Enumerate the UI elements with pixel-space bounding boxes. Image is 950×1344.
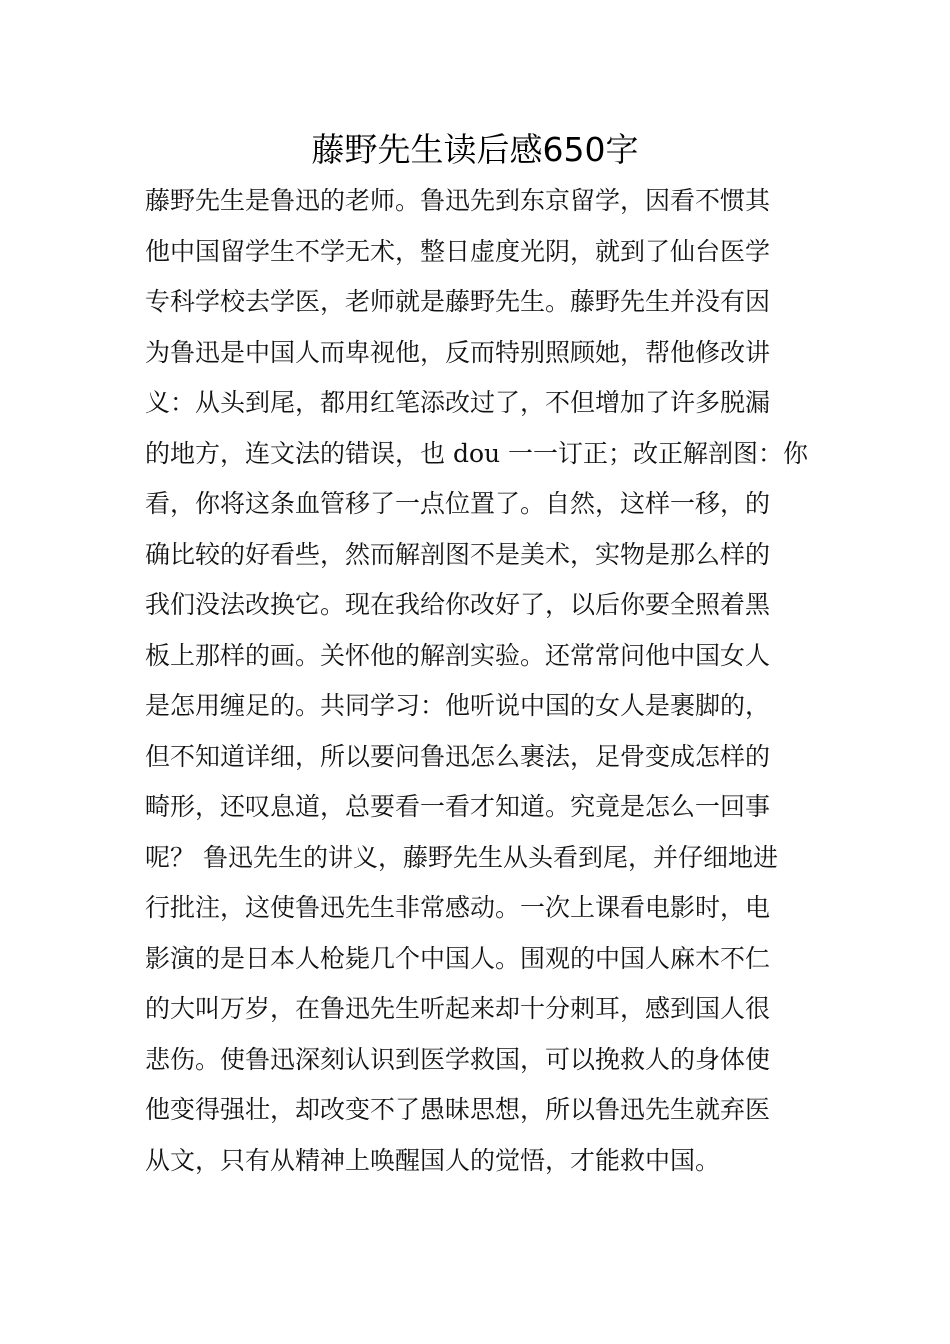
- body-line: 他变得强壮，却改变不了愚昧思想，所以鲁迅先生就弃医: [145, 1095, 771, 1124]
- body-line: 我们没法改换它。现在我给你改好了，以后你要全照着黑: [145, 590, 771, 619]
- document-body: [145, 176, 815, 1186]
- body-line: 板上那样的画。关怀他的解剖实验。还常常问他中国女人: [145, 640, 771, 670]
- body-line: 的地方，连文法的错误，也 dou 一一订正；改正解剖图：你: [145, 438, 809, 468]
- body-line: 他中国留学生不学无术，整日虚度光阴，就到了仙台医学: [145, 236, 771, 266]
- body-line: 为鲁迅是中国人而卑视他，反而特别照顾她，帮他修改讲: [145, 337, 771, 367]
- body-line: 看，你将这条血管移了一点位置了。自然，这样一移，的: [145, 489, 771, 518]
- body-line: 专科学校去学医，老师就是藤野先生。藤野先生并没有因: [145, 287, 771, 316]
- body-line: 从文，只有从精神上唤醒国人的觉悟，才能救中国。: [145, 1145, 721, 1175]
- body-line: 呢？ 鲁迅先生的讲义，藤野先生从头看到尾，并仔细地进: [145, 842, 778, 872]
- body-line: 藤野先生是鲁迅的老师。鲁迅先到东京留学，因看不惯其: [145, 186, 771, 215]
- body-line: 是怎用缠足的。共同学习：他听说中国的女人是裹脚的，: [145, 691, 771, 720]
- document-title: 藤野先生读后感650字: [311, 130, 639, 169]
- body-line: 但不知道详细，所以要问鲁迅怎么裹法，足骨变成怎样的: [145, 741, 771, 771]
- body-line: 悲伤。使鲁迅深刻认识到医学救国，可以挽救人的身体使: [145, 1044, 771, 1074]
- body-line: 畸形，还叹息道，总要看一看才知道。究竟是怎么一回事: [145, 792, 771, 821]
- body-line: 行批注，这使鲁迅先生非常感动。一次上课看电影时，电: [145, 893, 771, 922]
- body-line: 的大叫万岁，在鲁迅先生听起来却十分刺耳，感到国人很: [145, 994, 771, 1023]
- body-line: 影演的是日本人枪毙几个中国人。围观的中国人麻木不仁: [145, 943, 771, 973]
- body-line: 确比较的好看些，然而解剖图不是美术，实物是那么样的: [145, 539, 771, 569]
- body-line: 义：从头到尾，都用红笔添改过了，不但增加了许多脱漏: [145, 388, 771, 417]
